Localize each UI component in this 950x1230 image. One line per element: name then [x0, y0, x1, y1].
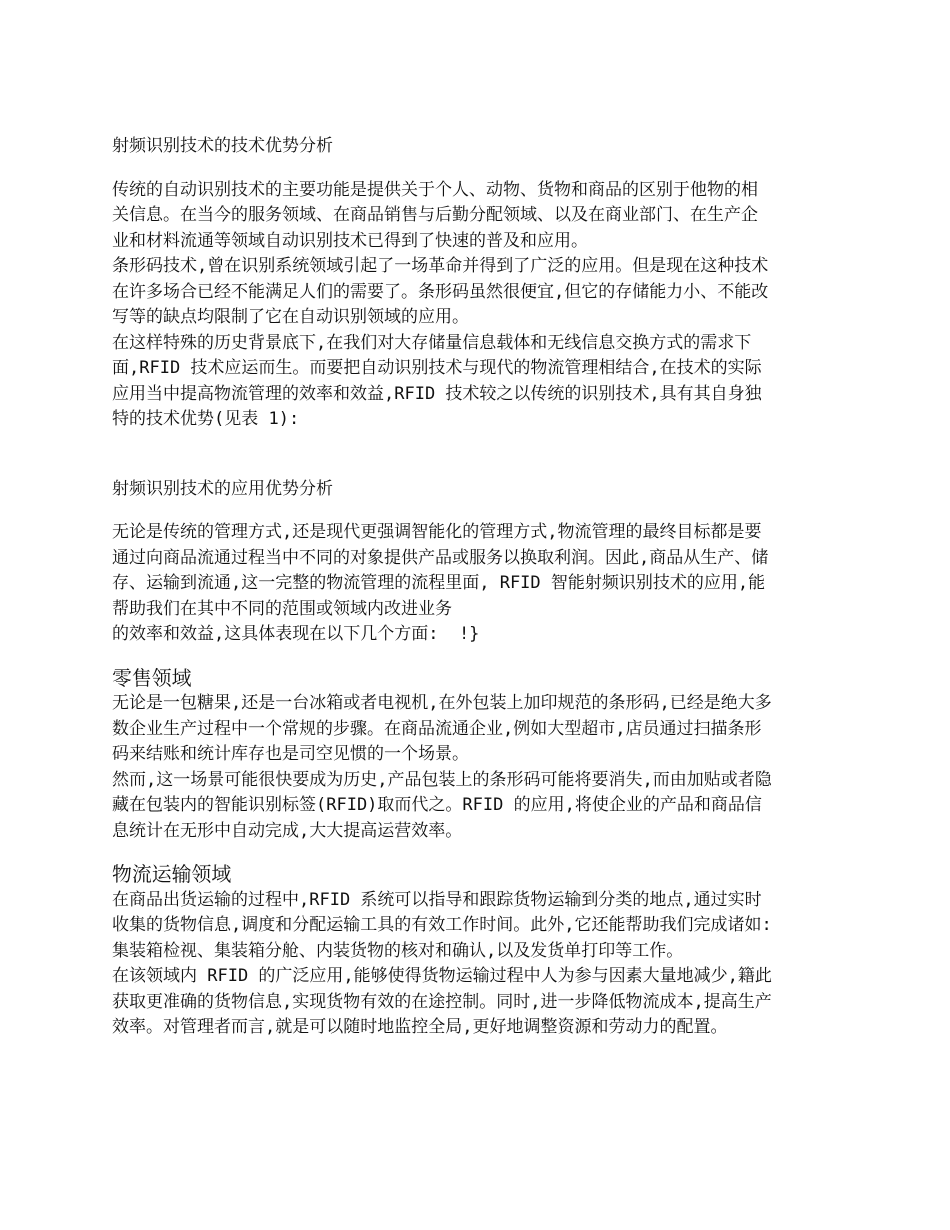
section-title-application-advantages: 射频识别技术的应用优势分析 — [112, 478, 333, 499]
document-page — [112, 134, 772, 1041]
paragraph: 在该领域内 RFID 的广泛应用,能够使得货物运输过程中人为参与因素大量地减少,籍此获取更准确的货物信息,实现货物有效的在途控制。同时,进一步降低物流成本,提高生产效率。对管理者而言,就是可以随时地监控全局,更好地调整资源和劳动力的配置。 — [112, 966, 772, 1037]
spacer — [112, 433, 772, 477]
paragraph: 然而,这一场景可能很快要成为历史,产品包装上的条形码可能将要消失,而由加贴或者隐藏在包装内的智能识别标签(RFID)取而代之。RFID 的应用,将使企业的产品和商品信息统计在无形中自动完成,大大提高运营效率。 — [112, 769, 772, 841]
subsection-title-logistics: 物流运输领域 — [112, 863, 232, 886]
paragraph: 条形码技术,曾在识别系统领域引起了一场革命并得到了广泛的应用。但是现在这种技术在许多场合已经不能满足人们的需要了。条形码虽然很便宜,但它的存储能力小、不能改写等的缺点均限制了它在自动识别领域的应用。 — [112, 256, 769, 327]
paragraph: 传统的自动识别技术的主要功能是提供关于个人、动物、货物和商品的区别于他物的相关信息。在当今的服务领域、在商品销售与后勤分配领域、以及在商业部门、在生产企业和材料流通等领域自动识别技术已得到了快速的普及和应用。 — [112, 179, 758, 251]
spacer — [112, 844, 772, 862]
subsection-title-retail: 零售领域 — [112, 666, 192, 690]
paragraph: 无论是一包糖果,还是一台冰箱或者电视机,在外包装上加印规范的条形码,已经是绝大多数企业生产过程中一个常规的步骤。在商品流通企业,例如大型超市,店员通过扫描条形码来结账和统计库存也是司空见惯的一个场景。 — [112, 693, 772, 764]
paragraph: 无论是传统的管理方式,还是现代更强调智能化的管理方式,物流管理的最终目标都是要通过向商品流通过程当中不同的对象提供产品或服务以换取利润。因此,商品从生产、储存、运输到流通,这一完整的物流管理的流程里面, RFID 智能射频识别技术的应用,能帮助我们在其中不同的范围或领域内改进业务 — [112, 522, 769, 619]
spacer — [112, 160, 772, 178]
paragraph: 在这样特殊的历史背景底下,在我们对大存储量信息载体和无线信息交换方式的需求下面,RFID 技术应运而生。而要把自动识别技术与现代的物流管理相结合,在技术的实际应用当中提高物流管理的效率和效益,RFID 技术较之以传统的识别技术,具有其自身独特的技术优势(见表 1): — [112, 332, 762, 429]
spacer — [112, 502, 772, 520]
section-title-technical-advantages: 射频识别技术的技术优势分析 — [112, 136, 333, 156]
paragraph: 在商品出货运输的过程中,RFID 系统可以指导和跟踪货物运输到分类的地点,通过实时收集的货物信息,调度和分配运输工具的有效工作时间。此外,它还能帮助我们完成诸如:集装箱检视、集装箱分舱、内装货物的核对和确认,以及发货单打印等工作。 — [112, 889, 772, 961]
paragraph: 的效率和效益,这具体表现在以下几个方面: !} — [112, 624, 480, 644]
spacer — [112, 648, 772, 666]
